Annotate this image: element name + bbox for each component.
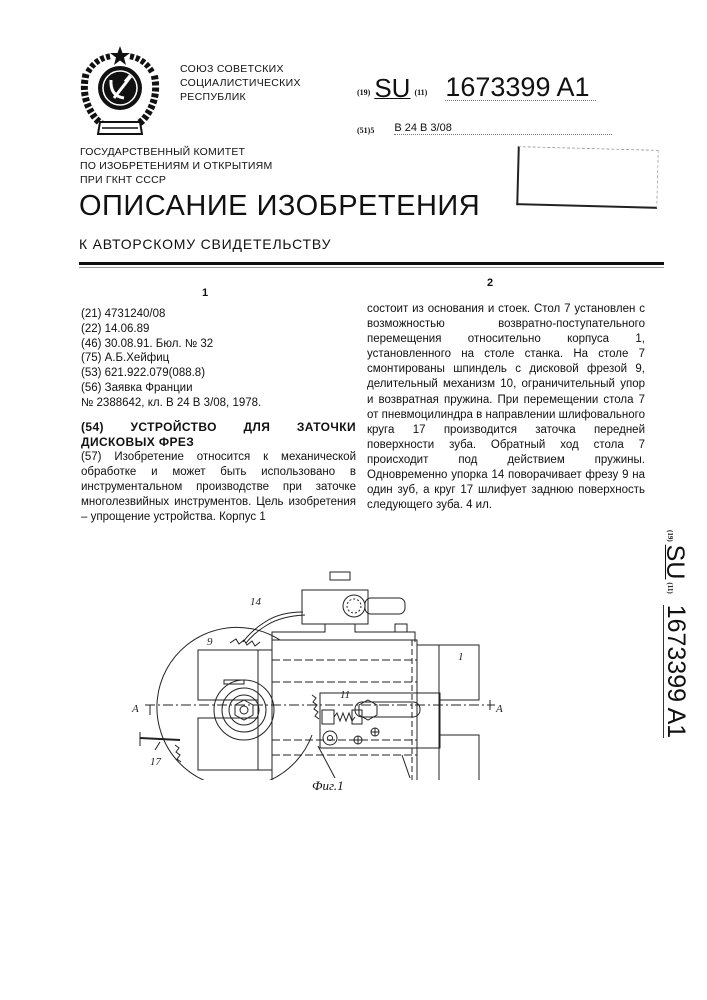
- document-title: ОПИСАНИЕ ИЗОБРЕТЕНИЯ: [79, 190, 481, 222]
- country-name: [180, 62, 301, 104]
- grinding-device-drawing-icon: [130, 560, 510, 780]
- label-14: 14: [250, 596, 261, 608]
- country-line-1: СОЮЗ СОВЕТСКИХ: [180, 63, 284, 75]
- side-patent-number: 1673399 A1: [662, 604, 690, 739]
- label-17: 17: [150, 756, 161, 768]
- label-a-right: A: [496, 703, 503, 715]
- biblio-filing-date: (22) 14.06.89: [81, 322, 150, 335]
- technical-drawing: [130, 560, 510, 780]
- bibliographic-data: [81, 307, 261, 411]
- biblio-publication-date: (46) 30.08.91. Бюл. № 32: [81, 337, 214, 350]
- side-patent-label: [650, 530, 690, 760]
- side-inid-19: (19): [666, 530, 674, 542]
- abstract-text-1: (57) Изобретение относится к механической обработке и может быть использовано в инструментальном производстве при заточке многолезвийных инструментов. Цель изобретения – упрощение устройства. Корпус 1: [81, 451, 356, 523]
- column-number-2: 2: [487, 277, 494, 289]
- biblio-references: (56) Заявка Франции: [81, 381, 193, 394]
- label-1: 1: [458, 651, 464, 663]
- ussr-emblem: [66, 44, 174, 140]
- inid-code-51: (51)5: [357, 126, 375, 135]
- biblio-inventor: (75) А.Б.Хейфиц: [81, 352, 170, 365]
- stamp-box: [516, 146, 658, 209]
- side-inid-11: (11): [666, 582, 674, 594]
- abstract-column-2: состоит из основания и стоек. Стол 7 установлен с возможностью возвратно-поступательного перемещения относительно корпуса 1, установленного на столе станка. На столе 7 смонтированы шпиндель с дисковой фрезой 9, делительный механизм 10, ограничительный упор и возвратная пружина. При перемещении стола 7 от пневмоцилиндра в направлении шлифовального круга 17 производится заточка передней поверхности зуба. Обратный ход стола 7 происходит под действием пружины. Одновременно упорка 14 поворачивает фрезу 9 на один зуб, а круг 17 шлифует заднюю поверхность следующего зуба. 4 ил.: [367, 303, 645, 512]
- biblio-application-number: (21) 4731240/08: [81, 308, 166, 320]
- committee-name: [80, 145, 272, 187]
- committee-line-3: ПРИ ГКНТ СССР: [80, 174, 167, 186]
- country-line-3: РЕСПУБЛИК: [180, 91, 246, 103]
- label-11: 11: [340, 689, 351, 701]
- committee-line-2: ПО ИЗОБРЕТЕНИЯМ И ОТКРЫТИЯМ: [80, 160, 273, 172]
- patent-number: 1673399 A1: [445, 74, 595, 101]
- country-code: SU: [374, 73, 411, 103]
- abstract-column-1: [81, 420, 356, 525]
- biblio-udc: (53) 621.922.079(088.8): [81, 367, 206, 380]
- ipc-class: B 24 B 3/08: [394, 122, 612, 135]
- publication-number: [357, 74, 596, 101]
- committee-line-1: ГОСУДАРСТВЕННЫЙ КОМИТЕТ: [80, 146, 246, 158]
- label-a-left: A: [132, 703, 139, 715]
- header-rule-thin: [79, 267, 664, 268]
- label-9: 9: [207, 636, 213, 648]
- side-country-code: SU: [661, 544, 689, 580]
- column-number-1: 1: [202, 287, 209, 299]
- figure-caption: Фиг.1: [312, 778, 344, 793]
- state-emblem-icon: [66, 44, 174, 140]
- invention-title: (54) УСТРОЙСТВО ДЛЯ ЗАТОЧКИ ДИСКОВЫХ ФРЕЗ: [81, 420, 356, 449]
- document-subtitle: К АВТОРСКОМУ СВИДЕТЕЛЬСТВУ: [79, 236, 332, 252]
- biblio-reference-number: № 2388642, кл. B 24 B 3/08, 1978.: [81, 396, 262, 409]
- country-line-2: СОЦИАЛИСТИЧЕСКИХ: [180, 77, 301, 89]
- header-rule: [79, 262, 664, 265]
- inid-code-19: (19): [357, 88, 371, 97]
- ipc-classification: [357, 122, 612, 135]
- inid-code-11: (11): [414, 88, 428, 97]
